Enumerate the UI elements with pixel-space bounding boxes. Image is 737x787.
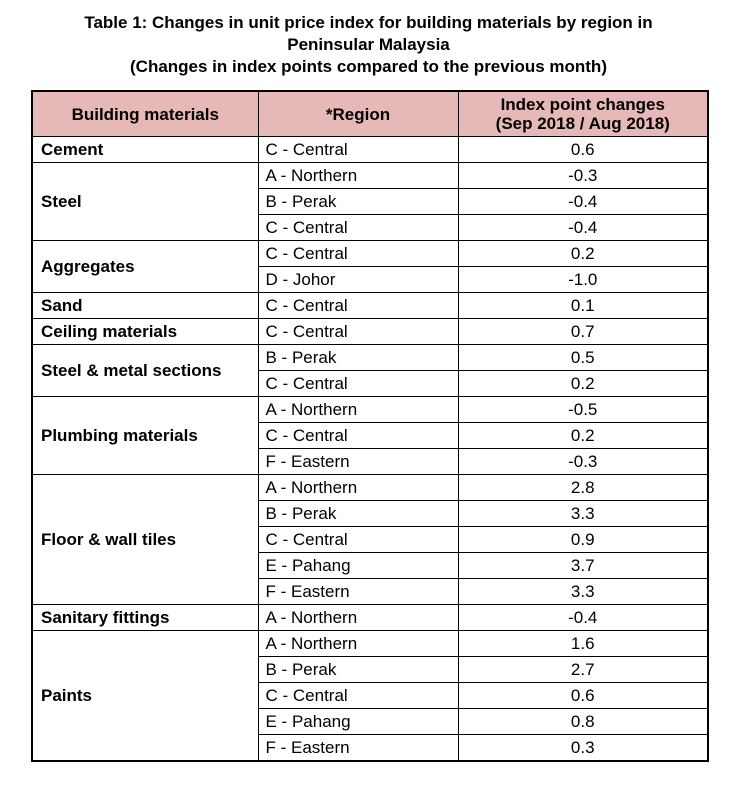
- region-cell: A - Northern: [258, 475, 458, 501]
- header-building-materials: Building materials: [32, 91, 258, 137]
- region-cell: D - Johor: [258, 267, 458, 293]
- index-change-cell: 3.3: [458, 501, 708, 527]
- region-cell: C - Central: [258, 319, 458, 345]
- index-change-cell: 3.3: [458, 579, 708, 605]
- index-change-cell: 2.8: [458, 475, 708, 501]
- region-cell: A - Northern: [258, 631, 458, 657]
- region-cell: C - Central: [258, 137, 458, 163]
- region-cell: A - Northern: [258, 397, 458, 423]
- region-cell: C - Central: [258, 241, 458, 267]
- header-change-line-2: (Sep 2018 / Aug 2018): [495, 114, 670, 133]
- region-cell: E - Pahang: [258, 709, 458, 735]
- region-cell: B - Perak: [258, 657, 458, 683]
- building-material-cell: Sand: [32, 293, 258, 319]
- region-cell: C - Central: [258, 371, 458, 397]
- index-change-cell: 0.3: [458, 735, 708, 762]
- index-change-cell: 0.9: [458, 527, 708, 553]
- header-region: *Region: [258, 91, 458, 137]
- region-cell: B - Perak: [258, 189, 458, 215]
- index-change-cell: 3.7: [458, 553, 708, 579]
- region-cell: B - Perak: [258, 345, 458, 371]
- building-material-cell: Plumbing materials: [32, 397, 258, 475]
- index-change-cell: -0.4: [458, 215, 708, 241]
- index-change-cell: 0.8: [458, 709, 708, 735]
- region-cell: F - Eastern: [258, 735, 458, 762]
- index-change-cell: 2.7: [458, 657, 708, 683]
- index-change-cell: 0.5: [458, 345, 708, 371]
- region-cell: F - Eastern: [258, 579, 458, 605]
- index-change-cell: 0.2: [458, 241, 708, 267]
- table-row: [32, 319, 708, 345]
- index-change-cell: -0.4: [458, 605, 708, 631]
- table-row: [32, 475, 708, 501]
- title-line-3: (Changes in index points compared to the previous month): [130, 57, 607, 76]
- building-material-cell: Aggregates: [32, 241, 258, 293]
- table-row: [32, 163, 708, 189]
- table-row: [32, 605, 708, 631]
- building-material-cell: Ceiling materials: [32, 319, 258, 345]
- table-row: [32, 345, 708, 371]
- index-change-cell: 1.6: [458, 631, 708, 657]
- title-line-1: Table 1: Changes in unit price index for building materials by region in: [84, 13, 653, 32]
- header-change-line-1: Index point changes: [500, 95, 665, 114]
- price-index-table: [31, 90, 709, 762]
- region-cell: C - Central: [258, 683, 458, 709]
- region-cell: A - Northern: [258, 605, 458, 631]
- table-row: [32, 293, 708, 319]
- building-material-cell: Steel & metal sections: [32, 345, 258, 397]
- index-change-cell: -0.3: [458, 449, 708, 475]
- table-row: [32, 137, 708, 163]
- region-cell: E - Pahang: [258, 553, 458, 579]
- index-change-cell: 0.1: [458, 293, 708, 319]
- index-change-cell: -0.3: [458, 163, 708, 189]
- header-row: [32, 91, 708, 137]
- region-cell: F - Eastern: [258, 449, 458, 475]
- index-change-cell: 0.2: [458, 423, 708, 449]
- table-row: [32, 397, 708, 423]
- header-index-point-changes: [458, 91, 708, 137]
- building-material-cell: Paints: [32, 631, 258, 762]
- index-change-cell: 0.6: [458, 683, 708, 709]
- building-material-cell: Cement: [32, 137, 258, 163]
- table-title: [0, 12, 737, 78]
- index-change-cell: 0.2: [458, 371, 708, 397]
- region-cell: A - Northern: [258, 163, 458, 189]
- index-change-cell: -0.4: [458, 189, 708, 215]
- region-cell: C - Central: [258, 527, 458, 553]
- region-cell: C - Central: [258, 293, 458, 319]
- region-cell: C - Central: [258, 423, 458, 449]
- index-change-cell: 0.7: [458, 319, 708, 345]
- region-cell: B - Perak: [258, 501, 458, 527]
- building-material-cell: Steel: [32, 163, 258, 241]
- title-line-2: Peninsular Malaysia: [287, 35, 450, 54]
- region-cell: C - Central: [258, 215, 458, 241]
- building-material-cell: Floor & wall tiles: [32, 475, 258, 605]
- table-body: [32, 137, 708, 762]
- table-row: [32, 631, 708, 657]
- index-change-cell: -0.5: [458, 397, 708, 423]
- table-row: [32, 241, 708, 267]
- index-change-cell: -1.0: [458, 267, 708, 293]
- index-change-cell: 0.6: [458, 137, 708, 163]
- building-material-cell: Sanitary fittings: [32, 605, 258, 631]
